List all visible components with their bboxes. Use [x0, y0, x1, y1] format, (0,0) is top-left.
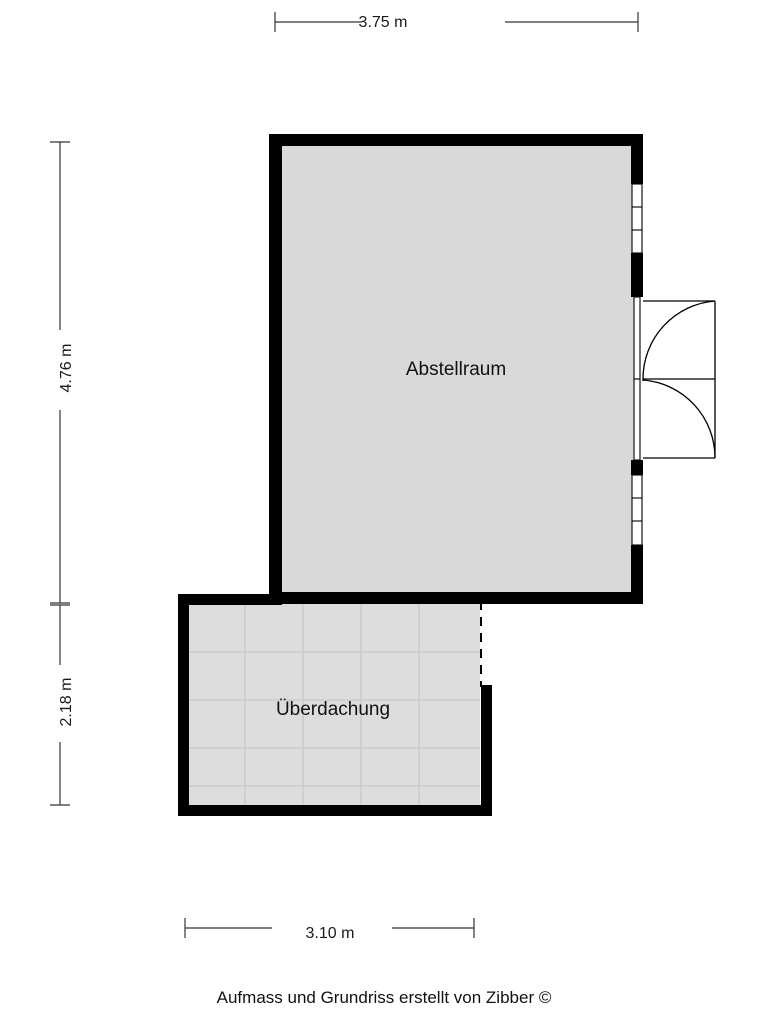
wall-abstellraum-east-c — [631, 460, 643, 475]
wall-abstellraum-east-d — [631, 545, 643, 604]
wall-abstellraum-east-a — [631, 134, 643, 184]
wall-ueberdachung-south — [178, 805, 492, 816]
dimension-label-bottom: 3.10 m — [305, 925, 355, 942]
wall-abstellraum-north — [269, 134, 643, 146]
window-upper-icon — [632, 184, 642, 253]
door-double-swing-icon — [634, 297, 715, 460]
wall-ueberdachung-west — [178, 594, 189, 816]
wall-abstellraum-west — [269, 134, 282, 604]
dimension-label-left-lower: 2.18 m — [58, 677, 75, 727]
dimension-label-top: 3.75 m — [358, 14, 408, 31]
wall-abstellraum-east-b — [631, 253, 643, 297]
wall-ueberdachung-east — [481, 685, 492, 816]
wall-abstellraum-south — [269, 592, 643, 604]
room-label-abstellraum: Abstellraum — [405, 359, 507, 380]
dimension-top — [275, 12, 638, 32]
wall-ueberdachung-north — [178, 594, 282, 605]
footer-credit: Aufmass und Grundriss erstellt von Zibber © — [216, 988, 552, 1007]
window-lower-icon — [632, 475, 642, 545]
room-label-ueberdachung: Überdachung — [275, 699, 391, 720]
dimension-label-left-upper: 4.76 m — [58, 343, 75, 393]
